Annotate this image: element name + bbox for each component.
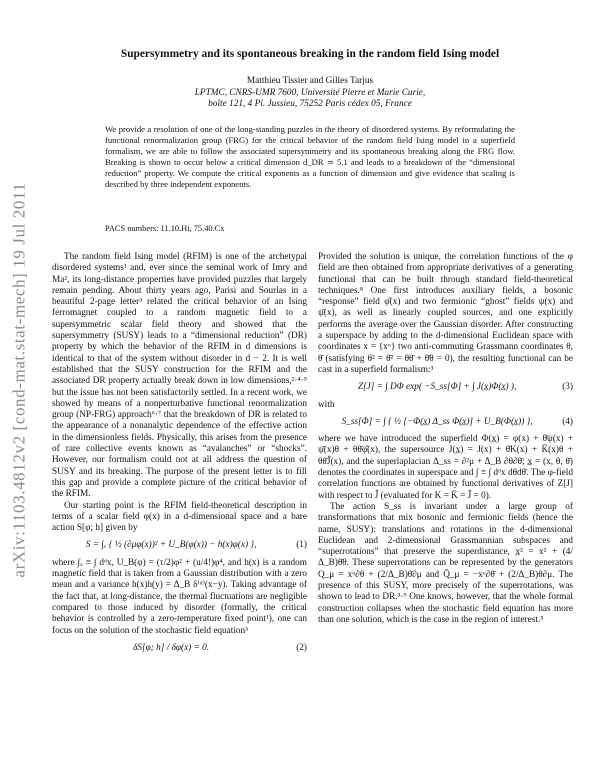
paragraph: Our starting point is the RFIM field-theoretical description in terms of a scalar field φ(x) in a d-dimensional space and a bare action S[φ; h] given by — [52, 500, 307, 534]
equation-number: (4) — [562, 416, 573, 427]
paragraph: The action S_ss is invariant under a large group of transformations that mix bosonic and fermionic fields (hence the name, SUSY): translations and rotations in the d-dimensional Euclidean and 2-dimensional Grassmannian subspaces and “superrotations” that preserve the superdistance, x̲² = x² + (4/Δ_B)θ̄θ. These superrotations can be represented by the generators Q_μ = xᵘ∂θ + (2/Δ_B)θ̄∂μ and Q̄_μ = −xᵘ∂θ̄ + (2/Δ_B)θ∂μ. The presence of this SUSY, more precisely of the superrotations, was shown to lead to DR.³·⁹ One knows, however, that the whole formal construction collapses when the stochastic field equation has more than one solution, which is the case in the region of interest.⁵ — [318, 501, 573, 625]
equation-body: S_ss[Φ] = ∫ { ½ [−Φ(x̲) Δ_ss Φ(x̲)] + U_B(Φ(x̲)) }, — [341, 416, 533, 427]
paragraph: Provided the solution is unique, the correlation functions of the φ field are then obtained from appropriate derivatives of a generating functional that can be built through standard field-theoretical techniques.⁸ One first introduces auxiliary fields, a bosonic “response” field φ̂(x) and two fermionic “ghost” fields ψ(x) and ψ̄(x), as well as linearly coupled sources, and one explicitly performs the average over the Gaussian disorder. After constructing a superspace by adding to the d-dimensional Euclidean space with coordinates x = {xᵘ} two anti-commuting Grassmann coordinates θ, θ̄ (satisfying θ² = θ̄² = θθ̄ + θ̄θ = 0), the resulting functional can be cast in a superfield formalism:³ — [318, 252, 573, 375]
equation-number: (1) — [296, 540, 307, 551]
equation-body: δS[φ; h] / δφ(x) = 0. — [133, 642, 210, 653]
equation-body: Z[J] = ∫ DΦ exp( −S_ss[Φ] + ∫ J(x̲)Φ(x̲) ), — [357, 382, 517, 393]
equation-number: (2) — [296, 642, 307, 653]
equation-3 — [318, 382, 573, 393]
equation-2 — [52, 643, 307, 654]
equation-number: (3) — [562, 382, 573, 393]
author-block — [60, 76, 560, 111]
authors: Matthieu Tissier and Gilles Tarjus — [246, 76, 374, 86]
affiliation-line-1: LPTMC, CNRS-UMR 7600, Université Pierre et Marie Curie, — [194, 87, 426, 98]
left-column — [52, 252, 307, 660]
affiliation-line-2: boîte 121, 4 Pl. Jussieu, 75252 Paris cédex 05, France — [208, 99, 412, 109]
equation-1 — [52, 540, 307, 551]
arxiv-stamp: arXiv:1103.4812v2 [cond-mat.stat-mech] 19 Jul 2011 — [10, 182, 29, 578]
abstract: We provide a resolution of one of the long-standing puzzles in the theory of disordered systems. By reformulating the functional renormalization group (FRG) for the critical behavior of the random field Ising model in a superfield formalism, we are able to follow the associated supersymmetry and its spontaneous breaking along the FRG flow. Breaking is shown to occur below a critical dimension d_DR ≃ 5.1 and leads to a breakdown of the “dimensional reduction” property. We compute the critical exponents as a function of dimension and give evidence that scaling is described by three independent exponents. — [105, 124, 515, 189]
paper-title: Supersymmetry and its spontaneous breaking in the random field Ising model — [120, 48, 500, 60]
right-column — [318, 252, 573, 626]
pacs-numbers: PACS numbers: 11.10.Hi, 75.40.Cx — [105, 224, 225, 233]
equation-body: S = ∫ₓ { ½ (∂μφ(x))² + U_B(φ(x)) − h(x)φ(x) }, — [85, 540, 257, 551]
paragraph: The random field Ising model (RFIM) is one of the archetypal disordered systems¹ and, ever since the seminal work of Imry and Ma², its long-distance properties have provided puzzles that largely remain pending. About thirty years ago, Parisi and Sourlas in a beautiful 2-page letter³ related the critical behavior of an Ising ferromagnet coupled to a random magnetic field to a supersymmetric scalar field theory and showed that the supersymmetry (SUSY) leads to a “dimensional reduction” (DR) property by which the behavior of the RFIM in d dimensions is identical to that of the system without disorder in d − 2. It is well established that the SUSY construction for the RFIM and the associated DR property actually break down in low dimensions,²·⁴·⁵ but the issue has not been satisfactorily settled. In a recent work, we showed by means of a nonperturbative functional renormalization group (NP-FRG) approach⁶·⁷ that the breakdown of DR is related to the appearance of a nonanalytic dependence of the effective action in the dimensionless fields. Physically, this arises from the presence of rare collective events known as “avalanches” or “shocks”. However, our formalism could not at all address the question of SUSY and its breaking. The purpose of the present letter is to fill this gap and provide a complete picture of the critical behavior of the RFIM. — [52, 252, 307, 500]
equation-4 — [318, 417, 573, 428]
paragraph: with — [318, 399, 335, 410]
paragraph: where we have introduced the superfield Φ(x̲) = φ(x) + θ̄ψ(x) + ψ̄(x)θ + θθ̄φ̂(x), the supersource J(x̲) = J(x) + θ̄K(x) + K̄(x)θ + θθ̄Ĵ(x), and the superlaplacian Δ_ss = ∂²μ + Δ_B ∂θ∂θ̄; x̲ = (x, θ, θ̄) denotes the coordinates in superspace and ∫ ≡ ∫ dᵈx dθdθ̄. The φ-field correlation functions are obtained by functional derivatives of Z[J] with respect to Ĵ (evaluated for K = K̄ = Ĵ = 0). — [318, 434, 573, 501]
paragraph: where ∫ₓ ≡ ∫ dᵈx, U_B(φ) = (τ/2)φ² + (u/4!)φ⁴, and h(x) is a random magnetic field that is taken from a Gaussian distribution with a zero mean and a variance h(x)h(y) = Δ_B δ⁽ᵈ⁾(x−y). Taking advantage of the fact that, at long-distance, the thermal fluctuations are negligible compared to those induced by disorder (formally, the critical behavior is controlled by a zero-temperature fixed point¹), one can focus on the solution of the stochastic field equation³ — [52, 557, 307, 636]
